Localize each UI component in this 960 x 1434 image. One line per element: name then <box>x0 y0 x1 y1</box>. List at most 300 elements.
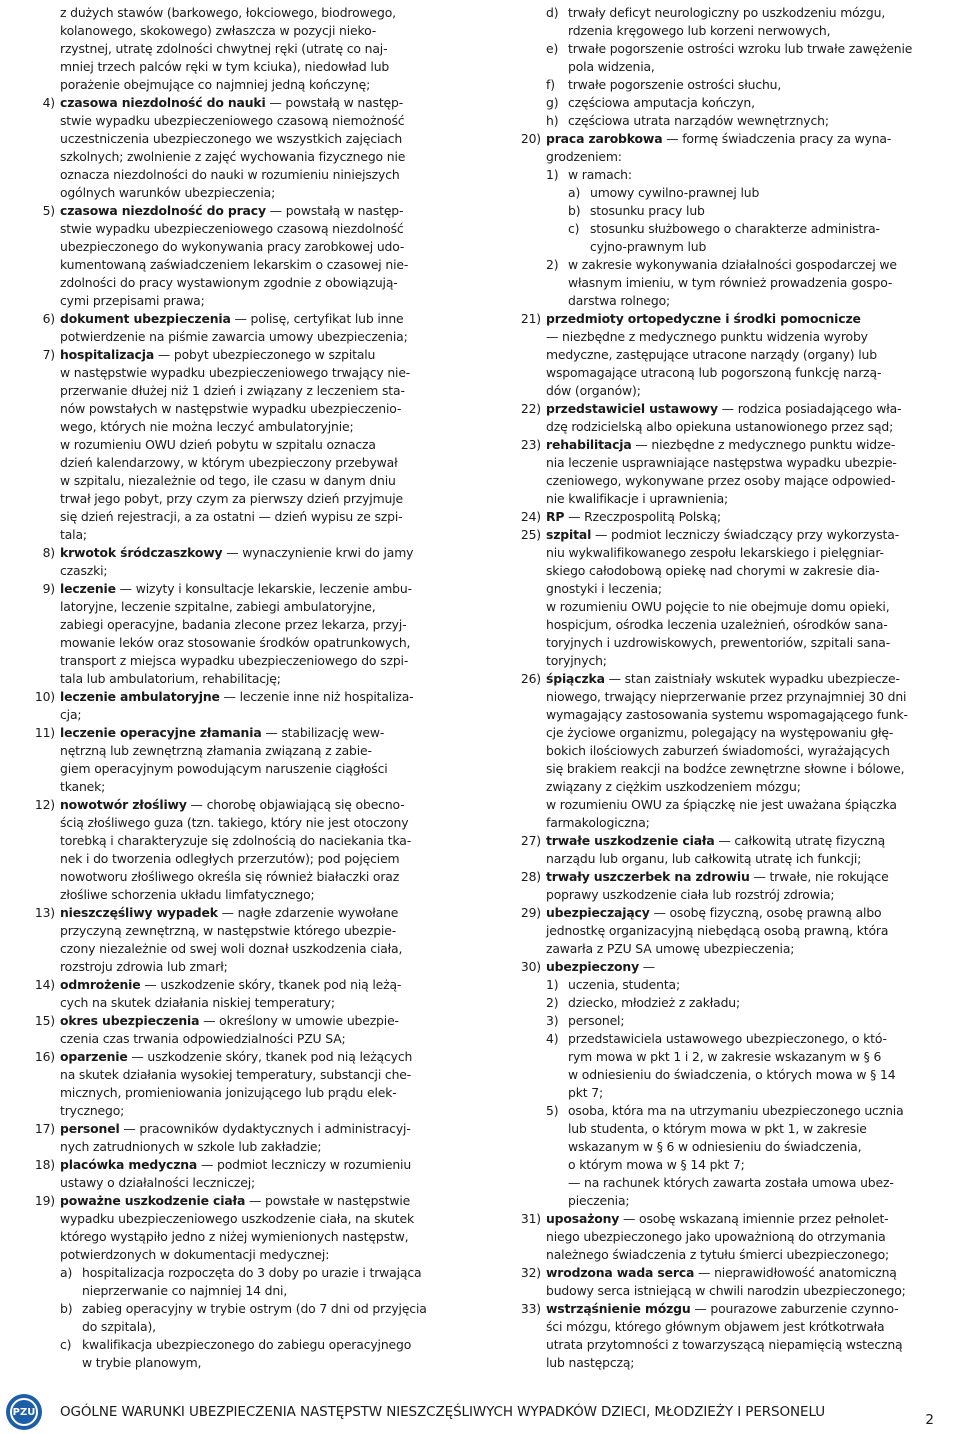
sub-item-text <box>568 994 948 1012</box>
definition-entry <box>24 202 474 310</box>
text-line: potwierdzonych w dokumentacji medycznej: <box>60 1247 330 1262</box>
definition-number: 33) <box>520 1301 541 1316</box>
definition-number: 6) <box>42 311 55 326</box>
sub-item <box>546 112 948 130</box>
text-line: mniej trzech palców ręki w tym kciuka), niedowład lub <box>60 59 390 74</box>
definition-continuation <box>24 742 474 796</box>
definition-first-line <box>510 130 948 148</box>
sub-item-text <box>568 256 948 310</box>
definition-continuation <box>510 922 948 958</box>
definition-number: 31) <box>520 1211 541 1226</box>
sub-item-text <box>82 1336 474 1372</box>
definition-number: 26) <box>520 671 541 686</box>
definition-first-line <box>24 346 474 364</box>
text-line: należnego świadczenia z tytułu śmierci ubezpieczonego; <box>546 1247 890 1262</box>
text-line: w zakresie wykonywania działalności gospodarczej we <box>568 257 897 272</box>
page-number: 2 <box>925 1412 934 1428</box>
text-line: grodzeniem: <box>546 149 622 164</box>
definition-term: placówka medyczna <box>60 1157 198 1172</box>
definition-number: 17) <box>34 1121 55 1136</box>
text-line: transport z miejsca wypadku ubezpieczeniowego do szpi- <box>60 653 409 668</box>
definition-first-line <box>510 904 948 922</box>
definition-number: 20) <box>520 131 541 146</box>
definition-continuation <box>24 328 474 346</box>
definition-lead: — powstałą w następ- <box>265 203 404 218</box>
text-line: darstwa rolnego; <box>568 293 671 308</box>
page-footer <box>0 1392 960 1434</box>
sub-item-marker: 1) <box>546 167 559 182</box>
definition-term: krwotok śródczaszkowy <box>60 545 223 560</box>
definition-text <box>546 670 948 688</box>
text-line: czeniowego, wykonywane przez osoby mające odpowied- <box>546 473 896 488</box>
definition-entry <box>24 796 474 904</box>
definition-number: 11) <box>34 725 55 740</box>
text-line: pola widzenia, <box>568 59 655 74</box>
definition-lead: — wizyty i konsultacje lekarskie, leczenie ambu- <box>115 581 412 596</box>
definition-first-line <box>24 724 474 742</box>
text-line: cymi przepisami prawa; <box>60 293 205 308</box>
text-line: ści mózgu, którego głównym objawem jest krótkotrwała <box>546 1319 885 1334</box>
text-line: zdolności do pracy wystawionym zgodnie z obowiązują- <box>60 275 398 290</box>
text-line: niu wykwalifikowanego zespołu lekarskiego i pielęgniar- <box>546 545 884 560</box>
definition-continuation <box>24 562 474 580</box>
sub-item-text <box>568 166 948 184</box>
text-line: czaszki; <box>60 563 108 578</box>
definition-text <box>546 868 948 886</box>
text-line: pieczenia; <box>568 1193 630 1208</box>
definition-lead: — osobę wskazaną imiennie przez pełnolet- <box>619 1211 889 1226</box>
text-line: stwie wypadku ubezpieczeniowego czasową niemożność <box>60 113 405 128</box>
sub-item <box>546 976 948 994</box>
text-line: toryjnych; <box>546 653 607 668</box>
definition-continuation <box>24 1030 474 1048</box>
text-line: trwały deficyt neurologiczny po uszkodzeniu mózgu, <box>568 5 886 20</box>
text-line: trwałe pogorszenie ostrości wzroku lub trwałe zawężenie <box>568 41 913 56</box>
definition-entry <box>510 832 948 868</box>
intro-continuation <box>24 4 474 94</box>
definition-text <box>60 724 474 742</box>
text-line: wymagający zastosowania systemu wspomagającego funk- <box>546 707 908 722</box>
text-line: przerwanie dłużej niż 1 dzień i związany z leczeniem sta- <box>60 383 405 398</box>
definition-lead: — Rzeczpospolitą Polską; <box>564 509 721 524</box>
definition-entry <box>510 868 948 904</box>
definition-term: czasowa niezdolność do nauki <box>60 95 266 110</box>
definition-lead: — określony w umowie ubezpie- <box>199 1013 399 1028</box>
definition-first-line <box>510 832 948 850</box>
text-line: jednostkę organizacyjną niebędącą osobą prawną, która <box>546 923 889 938</box>
definition-first-line <box>24 94 474 112</box>
definition-text <box>60 1012 474 1030</box>
definition-entry <box>24 688 474 724</box>
text-line: niego ubezpieczonego jako upoważnioną do otrzymania <box>546 1229 886 1244</box>
definition-text <box>546 310 948 328</box>
definition-entry <box>24 1192 474 1264</box>
definition-text <box>60 688 474 706</box>
definition-number: 13) <box>34 905 55 920</box>
definition-number: 8) <box>42 545 55 560</box>
definition-text <box>60 202 474 220</box>
definition-lead: — nieprawidłowość anatomiczną <box>694 1265 897 1280</box>
definition-lead: — pourazowe zaburzenie czynno- <box>690 1301 899 1316</box>
sub-item-marker: 4) <box>546 1031 559 1046</box>
text-line: skiego całodobową opiekę nad chorymi w zakresie dia- <box>546 563 880 578</box>
definition-lead: — <box>639 959 656 974</box>
definition-number: 12) <box>34 797 55 812</box>
definition-lead: — rodzica posiadającego wła- <box>717 401 902 416</box>
sub-item-marker: 3) <box>546 1013 559 1028</box>
text-line: rym mowa w pkt 1 i 2, w zakresie wskazanym w § 6 <box>568 1049 882 1064</box>
definition-entry <box>24 1012 474 1048</box>
right-column <box>510 4 948 1372</box>
text-line: — na rachunek których zawarta została umowa ubez- <box>568 1175 894 1190</box>
definition-entry <box>24 724 474 796</box>
sub-item-marker: c) <box>568 221 580 236</box>
sub-item-text <box>82 1264 474 1300</box>
definition-lead: — stan zaistniały wskutek wypadku ubezpiecze- <box>604 671 900 686</box>
text-line: cyjno-prawnym lub <box>590 239 707 254</box>
text-line: stwie wypadku ubezpieczeniowego czasową niezdolność <box>60 221 404 236</box>
text-line: nie kwalifikacje i uprawnienia; <box>546 491 729 506</box>
text-line: się brakiem reakcji na bodźce zewnętrzne słowne i bólowe, <box>546 761 905 776</box>
definition-text <box>546 1264 948 1282</box>
definition-text <box>60 310 474 328</box>
definition-entry <box>510 958 948 976</box>
definition-number: 16) <box>34 1049 55 1064</box>
text-line: częściowa utrata narządów wewnętrznych; <box>568 113 829 128</box>
definition-number: 22) <box>520 401 541 416</box>
text-line: nek i do tworzenia odległych przerzutów); pod pojęciem <box>60 851 400 866</box>
definition-first-line <box>24 904 474 922</box>
definition-entry <box>510 436 948 508</box>
definition-text <box>60 346 474 364</box>
definition-number: 5) <box>42 203 55 218</box>
text-line: lub następczą; <box>546 1355 635 1370</box>
definition-first-line <box>510 1300 948 1318</box>
definition-continuation <box>24 1138 474 1156</box>
definition-term: trwałe uszkodzenie ciała <box>546 833 715 848</box>
definition-first-line <box>24 1012 474 1030</box>
text-line: hospicjum, ośrodka leczenia uzależnień, ośrodków sana- <box>546 617 888 632</box>
definition-number: 18) <box>34 1157 55 1172</box>
text-line: cje życiowe organizmu, polegający na występowaniu głę- <box>546 725 894 740</box>
definition-term: ubezpieczony <box>546 959 639 974</box>
text-line: utrata przytomności z towarzyszącą niepamięcią wsteczną <box>546 1337 903 1352</box>
text-line: porażenie obejmujące co najmniej jedną kończynę; <box>60 77 371 92</box>
definition-continuation <box>24 1210 474 1264</box>
definition-first-line <box>510 1210 948 1228</box>
sub-item-text <box>590 202 948 220</box>
definition-text <box>60 796 474 814</box>
definition-term: personel <box>60 1121 120 1136</box>
text-line: trwałe pogorszenie ostrości słuchu, <box>568 77 782 92</box>
definition-first-line <box>510 958 948 976</box>
sub-item-marker: a) <box>568 185 581 200</box>
text-line: uczestniczenia ubezpieczonego we wszystkich zajęciach <box>60 131 403 146</box>
text-line: uczenia, studenta; <box>568 977 680 992</box>
definition-entry <box>24 1048 474 1120</box>
definition-term: przedmioty ortopedyczne i środki pomocnicze <box>546 311 861 326</box>
definition-number: 4) <box>42 95 55 110</box>
definition-number: 24) <box>520 509 541 524</box>
definition-text <box>60 1192 474 1210</box>
definition-term: ubezpieczający <box>546 905 650 920</box>
sub-item-text <box>590 220 948 256</box>
text-line: torebką i charakteryzuje się zdolnością do naciekania tka- <box>60 833 412 848</box>
definition-term: uposażony <box>546 1211 620 1226</box>
text-line: do szpitala), <box>82 1319 156 1334</box>
text-line: stosunku pracy lub <box>590 203 705 218</box>
sub-item-text <box>568 1102 948 1210</box>
text-line: wego, których nie można leczyć ambulatoryjnie; <box>60 419 354 434</box>
text-line: ogólnych warunków ubezpieczenia; <box>60 185 276 200</box>
sub-item <box>568 220 948 256</box>
definition-lead: — nagłe zdarzenie wywołane <box>217 905 399 920</box>
text-line: umowy cywilno-prawnej lub <box>590 185 760 200</box>
sub-item <box>546 1030 948 1102</box>
sub-item-text <box>568 976 948 994</box>
definition-number: 32) <box>520 1265 541 1280</box>
sub-item <box>546 1012 948 1030</box>
text-line: w rozumieniu OWU dzień pobytu w szpitalu oznacza <box>60 437 376 452</box>
sub-item-text <box>568 4 948 40</box>
text-line: cych na skutek działania niskiej temperatury; <box>60 995 335 1010</box>
definition-text <box>546 436 948 454</box>
definition-lead: — polisę, certyfikat lub inne <box>230 311 404 326</box>
definition-first-line <box>24 1120 474 1138</box>
sub-item-marker: g) <box>546 95 559 110</box>
sub-item-text <box>568 1012 948 1030</box>
definition-continuation <box>510 544 948 670</box>
text-line: tala; <box>60 527 87 542</box>
text-line: nych zatrudnionych w szkole lub zakładzie; <box>60 1139 322 1154</box>
definition-continuation <box>24 994 474 1012</box>
definition-lead: — powstałą w następ- <box>265 95 404 110</box>
text-line: kumentowaną zaświadczeniem lekarskim o czasowej nie- <box>60 257 409 272</box>
definition-entry <box>510 310 948 400</box>
text-line: budowy serca istniejącą w chwili narodzin ubezpieczonego; <box>546 1283 906 1298</box>
text-line: przyczyną zewnętrzną, w następstwie którego ubezpie- <box>60 923 397 938</box>
sub-item-marker: 1) <box>546 977 559 992</box>
definition-first-line <box>24 688 474 706</box>
definition-entry <box>24 346 474 544</box>
definition-number: 28) <box>520 869 541 884</box>
sub-item-marker: f) <box>546 77 555 92</box>
text-line: w trybie planowym, <box>82 1355 202 1370</box>
text-line: o którym mowa w § 14 pkt 7; <box>568 1157 745 1172</box>
definition-entry <box>24 94 474 202</box>
definition-term: oparzenie <box>60 1049 128 1064</box>
sub-item <box>546 94 948 112</box>
text-line: w rozumieniu OWU pojęcie to nie obejmuje domu opieki, <box>546 599 890 614</box>
text-line: nętrzną lub zewnętrzną złamania związaną z zabie- <box>60 743 372 758</box>
definition-term: rehabilitacja <box>546 437 632 452</box>
definition-number: 19) <box>34 1193 55 1208</box>
definition-entry <box>24 1156 474 1192</box>
text-line: którego wystąpiło jedno z niżej wymienionych następstw, <box>60 1229 409 1244</box>
definition-first-line <box>510 436 948 454</box>
sub-item <box>60 1336 474 1372</box>
text-line: micznych, promieniowania jonizującego lub prądu elek- <box>60 1085 397 1100</box>
text-line: zabiegi operacyjne, badania zlecone przez lekarza, przyj- <box>60 617 407 632</box>
definition-term: leczenie ambulatoryjne <box>60 689 220 704</box>
definition-first-line <box>510 526 948 544</box>
definition-text <box>60 904 474 922</box>
definition-continuation <box>510 418 948 436</box>
sub-item <box>546 76 948 94</box>
definition-term: dokument ubezpieczenia <box>60 311 231 326</box>
definition-number: 14) <box>34 977 55 992</box>
text-line: przedstawiciela ustawowego ubezpieczonego, o któ- <box>568 1031 887 1046</box>
text-line: trwał jego pobyt, przy czym za pierwszy dzień przyjmuje <box>60 491 403 506</box>
definition-first-line <box>510 1264 948 1282</box>
definition-continuation <box>24 598 474 688</box>
definition-term: leczenie <box>60 581 116 596</box>
definition-first-line <box>24 202 474 220</box>
definition-number: 23) <box>520 437 541 452</box>
definition-continuation <box>24 922 474 976</box>
definition-first-line <box>24 1192 474 1210</box>
text-line: rdzenia kręgowego lub korzeni nerwowych, <box>568 23 831 38</box>
sub-item <box>546 4 948 40</box>
sub-item-marker: 2) <box>546 257 559 272</box>
text-line: niowego, trwający nieprzerwanie przez przynajmniej 30 dni <box>546 689 907 704</box>
definition-continuation <box>24 706 474 724</box>
definition-entry <box>510 130 948 166</box>
text-line: częściowa amputacja kończyn, <box>568 95 755 110</box>
sub-item-text <box>568 76 948 94</box>
definition-continuation <box>24 112 474 202</box>
footer-title: OGÓLNE WARUNKI UBEZPIECZENIA NASTĘPSTW NIESZCZĘŚLIWYCH WYPADKÓW DZIECI, MŁODZIEŻY I PERSONELU <box>60 1404 825 1420</box>
definition-text <box>60 1120 474 1138</box>
definition-continuation <box>510 148 948 166</box>
sub-item-marker: 2) <box>546 995 559 1010</box>
sub-item <box>568 184 948 202</box>
text-line: bokich ilościowych zaburzeń świadomości, wyrażających <box>546 743 890 758</box>
text-line: dzę rodzicielską albo opiekuna ustanowionego przez sąd; <box>546 419 894 434</box>
pzu-logo-text: PZU <box>10 1398 38 1426</box>
definition-first-line <box>510 868 948 886</box>
definition-entry <box>510 904 948 958</box>
definition-continuation <box>24 1174 474 1192</box>
definition-continuation <box>24 364 474 544</box>
sub-item-marker: d) <box>546 5 559 20</box>
left-column <box>24 4 474 1372</box>
sub-item <box>546 256 948 310</box>
text-line: czenia czas trwania odpowiedzialności PZU SA; <box>60 1031 346 1046</box>
definition-lead: — leczenie inne niż hospitaliza- <box>219 689 414 704</box>
text-line: medyczne, zastępujące utracone narządy (organy) lub <box>546 347 877 362</box>
definition-number: 21) <box>520 311 541 326</box>
text-line: pkt 7; <box>568 1085 603 1100</box>
sub-item-text <box>568 112 948 130</box>
definition-first-line <box>24 796 474 814</box>
text-line: wskazanym w § 6 w odniesieniu do świadczenia, <box>568 1139 862 1154</box>
text-line: dziecko, młodzież z zakładu; <box>568 995 741 1010</box>
definition-term: wstrząśnienie mózgu <box>546 1301 691 1316</box>
sub-item-marker: b) <box>568 203 581 218</box>
text-line: trycznego; <box>60 1103 125 1118</box>
definition-lead: — formę świadczenia pracy za wyna- <box>662 131 892 146</box>
definition-entry <box>24 904 474 976</box>
text-line: gnostyki i leczenia; <box>546 581 662 596</box>
text-line: zabieg operacyjny w trybie ostrym (do 7 dni od przyjęcia <box>82 1301 427 1316</box>
definition-lead: — pobyt ubezpieczonego w szpitalu <box>154 347 376 362</box>
text-line: oznacza niezdolności do nauki w rozumieniu niniejszych <box>60 167 400 182</box>
text-line: personel; <box>568 1013 625 1028</box>
text-line: wypadku ubezpieczeniowego uszkodzenie ciała, na skutek <box>60 1211 414 1226</box>
text-line: ścią złośliwego guza (tzn. takiego, który nie jest otoczony <box>60 815 409 830</box>
text-line: rozstroju zdrowia lub zmarł; <box>60 959 228 974</box>
text-line: tala lub ambulatorium, rehabilitację; <box>60 671 281 686</box>
definition-number: 9) <box>42 581 55 596</box>
definition-text <box>546 400 948 418</box>
sub-item <box>546 40 948 76</box>
sub-item-marker: e) <box>546 41 559 56</box>
definition-entry <box>510 526 948 670</box>
sub-item-text <box>82 1300 474 1336</box>
definition-text <box>60 544 474 562</box>
sub-item-text <box>590 184 948 202</box>
definition-term: poważne uszkodzenie ciała <box>60 1193 246 1208</box>
definition-first-line <box>510 508 948 526</box>
definition-term: szpital <box>546 527 592 542</box>
text-line: potwierdzenie na piśmie zawarcia umowy ubezpieczenia; <box>60 329 408 344</box>
definition-entry <box>24 1120 474 1156</box>
sub-item-marker: 5) <box>546 1103 559 1118</box>
text-line: nia leczenie usprawniające następstwa wypadku ubezpie- <box>546 455 897 470</box>
definition-text <box>546 526 948 544</box>
definition-entry <box>510 400 948 436</box>
sub-item-text <box>568 94 948 112</box>
definition-number: 10) <box>34 689 55 704</box>
definition-lead: — podmiot leczniczy świadczący przy wykorzysta- <box>591 527 900 542</box>
text-line: na skutek działania wysokiej temperatury, substancji che- <box>60 1067 412 1082</box>
definition-continuation <box>24 220 474 310</box>
definition-first-line <box>24 1156 474 1174</box>
definition-text <box>60 580 474 598</box>
definition-entry <box>24 976 474 1012</box>
text-line: czony niezależnie od swej woli doznał uszkodzenia ciała, <box>60 941 403 956</box>
definition-term: czasowa niezdolność do pracy <box>60 203 266 218</box>
sub-item <box>568 202 948 220</box>
sub-item <box>60 1264 474 1300</box>
definition-lead: — powstałe w następstwie <box>245 1193 411 1208</box>
definition-term: nowotwór złośliwy <box>60 797 187 812</box>
text-line: narządu lub organu, lub całkowitą utratę ich funkcji; <box>546 851 862 866</box>
definition-text <box>60 976 474 994</box>
definition-term: przedstawiciel ustawowy <box>546 401 718 416</box>
definition-term: RP <box>546 509 565 524</box>
definition-text <box>546 130 948 148</box>
definition-first-line <box>24 310 474 328</box>
definition-continuation <box>510 454 948 508</box>
sub-item-text <box>568 1030 948 1102</box>
text-line: tkanek; <box>60 779 106 794</box>
definition-continuation <box>510 1282 948 1300</box>
text-line: rzystnej, utratę zdolności chwytnej ręki (utratę co naj- <box>60 41 388 56</box>
definition-continuation <box>510 1318 948 1372</box>
definition-lead: — trwałe, nie rokujące <box>749 869 889 884</box>
definition-text <box>60 1048 474 1066</box>
text-line: osoba, która ma na utrzymaniu ubezpieczonego ucznia <box>568 1103 904 1118</box>
definition-first-line <box>24 1048 474 1066</box>
definition-text <box>60 1156 474 1174</box>
text-line: w ramach: <box>568 167 632 182</box>
text-line: hospitalizacja rozpoczęta do 3 doby po urazie i trwająca <box>82 1265 422 1280</box>
definition-number: 7) <box>42 347 55 362</box>
sub-item-marker: c) <box>60 1337 72 1352</box>
definition-first-line <box>510 670 948 688</box>
